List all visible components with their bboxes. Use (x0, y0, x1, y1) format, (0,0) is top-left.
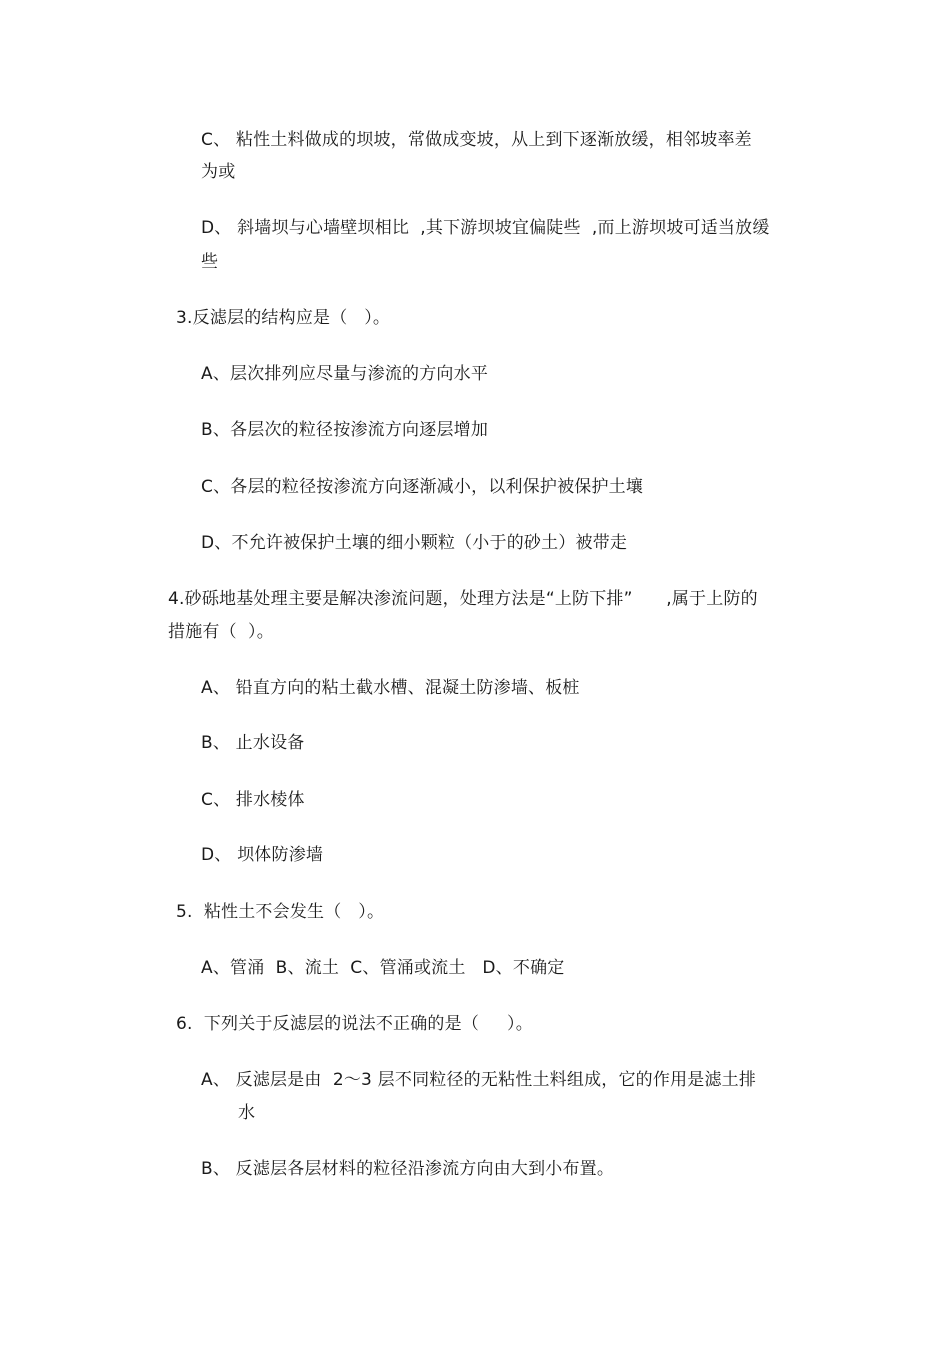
question-6: 6. 下列关于反滤层的说法不正确的是（ ）。 (176, 1014, 533, 1034)
q6-option-a-line1: A、 反滤层是由 2～3 层不同粒径的无粘性土料组成，它的作用是滤土排 (201, 1070, 757, 1090)
q6-option-a-line2: 水 (238, 1103, 256, 1123)
question-4-line2: 措施有（ ）。 (168, 622, 274, 642)
question-3: 3.反滤层的结构应是（ ）。 (176, 308, 391, 328)
q4-option-b: B、 止水设备 (201, 733, 305, 753)
q3-option-b: B、各层次的粒径按渗流方向逐层增加 (201, 420, 489, 440)
q5-options: A、管涌 B、流土 C、管涌或流土 D、不确定 (201, 958, 565, 978)
option-c-slope-line1: C、 粘性土料做成的坝坡，常做成变坡，从上到下逐渐放缓，相邻坡率差 (201, 130, 752, 150)
option-d-slope-line1: D、 斜墙坝与心墙壁坝相比 ,其下游坝坡宜偏陡些 ,而上游坝坡可适当放缓 (201, 218, 770, 238)
q3-option-d: D、不允许被保护土壤的细小颗粒（小于的砂土）被带走 (201, 533, 628, 553)
q3-option-a: A、层次排列应尽量与渗流的方向水平 (201, 364, 489, 384)
option-d-slope-line2: 些 (201, 252, 219, 272)
q4-option-a: A、 铅直方向的粘土截水槽、混凝土防渗墙、板桩 (201, 678, 580, 698)
q3-option-c: C、各层的粒径按渗流方向逐渐减小，以利保护被保护土壤 (201, 477, 644, 497)
q6-option-b: B、 反滤层各层材料的粒径沿渗流方向由大到小布置。 (201, 1159, 615, 1179)
question-4-line1: 4.砂砾地基处理主要是解决渗流问题，处理方法是“上防下排” ,属于上防的 (168, 589, 758, 609)
q4-option-d: D、 坝体防渗墙 (201, 845, 324, 865)
option-c-slope-line2: 为或 (201, 162, 236, 182)
q4-option-c: C、 排水棱体 (201, 790, 305, 810)
question-5: 5. 粘性土不会发生（ ）。 (176, 902, 385, 922)
